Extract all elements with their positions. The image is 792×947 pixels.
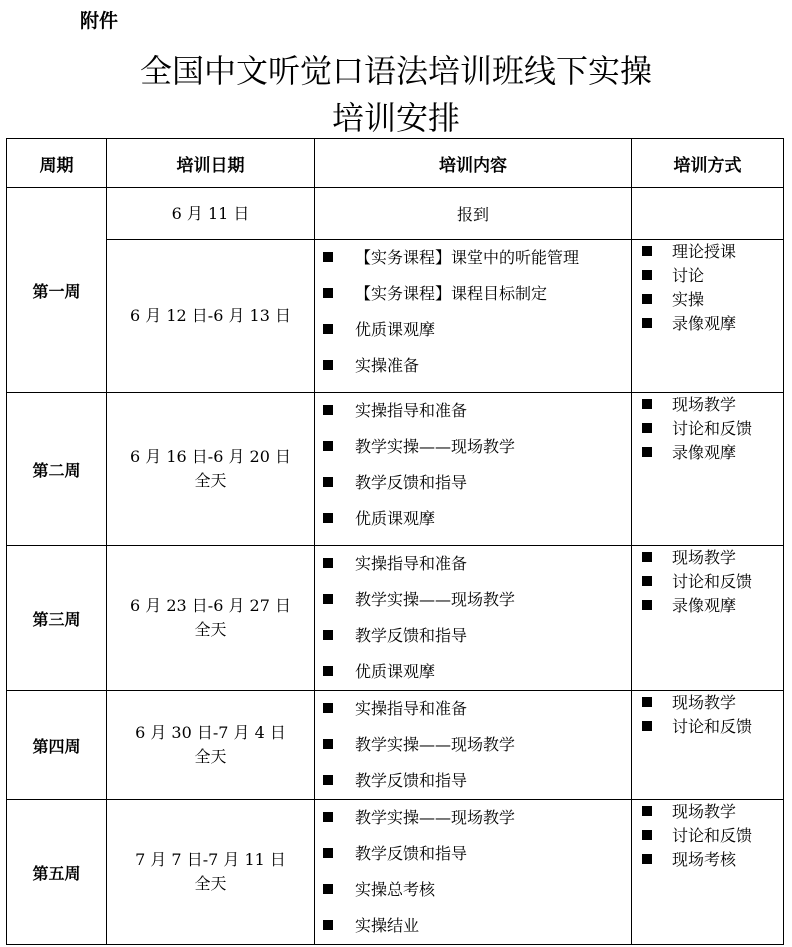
method-list (632, 800, 783, 872)
week-time: 全天 (194, 620, 227, 639)
table-row (7, 188, 784, 240)
square-bullet-icon (323, 477, 333, 487)
method-list (632, 393, 783, 465)
list-item: 实操总考核 (315, 872, 631, 908)
attachment-label: 附件 (80, 10, 119, 32)
square-bullet-icon (642, 854, 652, 864)
header-row (7, 139, 784, 188)
square-bullet-icon (323, 666, 333, 676)
week-label: 第一周 (7, 188, 107, 393)
week-date: 6 月 23 日-6 月 27 日 (129, 596, 291, 615)
content-list (315, 240, 631, 384)
week-date: 6 月 30 日-7 月 4 日 (135, 723, 286, 742)
list-item: 教学实操——现场教学 (315, 800, 631, 836)
table-row (7, 546, 784, 691)
list-item: 教学实操——现场教学 (315, 727, 631, 763)
list-item: 【实务课程】课程目标制定 (315, 276, 631, 312)
method-list (632, 240, 783, 336)
square-bullet-icon (323, 405, 333, 415)
table-row (7, 393, 784, 546)
list-item: 讨论 (632, 264, 783, 288)
square-bullet-icon (323, 441, 333, 451)
list-item: 实操 (632, 288, 783, 312)
list-item: 理论授课 (632, 240, 783, 264)
square-bullet-icon (642, 721, 652, 731)
list-item: 讨论和反馈 (632, 824, 783, 848)
week-date: 7 月 7 日-7 月 11 日 (135, 850, 286, 869)
square-bullet-icon (323, 848, 333, 858)
list-item: 实操指导和准备 (315, 691, 631, 727)
square-bullet-icon (642, 600, 652, 610)
square-bullet-icon (323, 920, 333, 930)
table-row (7, 800, 784, 945)
method-list (632, 546, 783, 618)
week-time: 全天 (194, 747, 227, 766)
square-bullet-icon (642, 806, 652, 816)
week-date: 6 月 12 日-6 月 13 日 (107, 240, 315, 393)
square-bullet-icon (642, 294, 652, 304)
square-bullet-icon (642, 576, 652, 586)
content-list (315, 800, 631, 944)
list-item: 教学实操——现场教学 (315, 429, 631, 465)
list-item: 教学反馈和指导 (315, 836, 631, 872)
week-label: 第五周 (7, 800, 107, 945)
square-bullet-icon (323, 252, 333, 262)
square-bullet-icon (323, 703, 333, 713)
list-item: 现场教学 (632, 800, 783, 824)
list-item: 教学反馈和指导 (315, 465, 631, 501)
square-bullet-icon (323, 594, 333, 604)
square-bullet-icon (323, 360, 333, 370)
square-bullet-icon (642, 447, 652, 457)
square-bullet-icon (642, 697, 652, 707)
square-bullet-icon (323, 812, 333, 822)
square-bullet-icon (642, 318, 652, 328)
list-item: 优质课观摩 (315, 501, 631, 537)
list-item: 教学反馈和指导 (315, 763, 631, 799)
table-row (7, 691, 784, 800)
list-item: 录像观摩 (632, 594, 783, 618)
list-item: 教学反馈和指导 (315, 618, 631, 654)
list-item: 优质课观摩 (315, 312, 631, 348)
header-method: 培训方式 (632, 139, 784, 188)
list-item: 教学实操——现场教学 (315, 582, 631, 618)
week-time: 全天 (194, 874, 227, 893)
checkin-date: 6 月 11 日 (107, 188, 315, 240)
page-subtitle: 培训安排 (331, 99, 460, 137)
list-item: 现场教学 (632, 546, 783, 570)
list-item: 实操准备 (315, 348, 631, 384)
list-item: 【实务课程】课堂中的听能管理 (315, 240, 631, 276)
list-item: 实操指导和准备 (315, 393, 631, 429)
square-bullet-icon (323, 739, 333, 749)
list-item: 实操指导和准备 (315, 546, 631, 582)
list-item: 讨论和反馈 (632, 570, 783, 594)
content-list (315, 393, 631, 537)
square-bullet-icon (323, 513, 333, 523)
square-bullet-icon (323, 884, 333, 894)
square-bullet-icon (642, 830, 652, 840)
list-item: 录像观摩 (632, 441, 783, 465)
square-bullet-icon (323, 775, 333, 785)
method-list (632, 691, 783, 739)
header-date: 培训日期 (107, 139, 315, 188)
list-item: 现场考核 (632, 848, 783, 872)
square-bullet-icon (323, 630, 333, 640)
table-row (7, 240, 784, 393)
list-item: 实操结业 (315, 908, 631, 944)
week-date: 6 月 16 日-6 月 20 日 (129, 447, 291, 466)
content-list (315, 546, 631, 690)
page-title: 全国中文听觉口语法培训班线下实操 (139, 52, 652, 90)
square-bullet-icon (323, 324, 333, 334)
square-bullet-icon (323, 288, 333, 298)
square-bullet-icon (642, 246, 652, 256)
list-item: 优质课观摩 (315, 654, 631, 690)
week-label: 第二周 (7, 393, 107, 546)
empty-cell (632, 188, 784, 240)
list-item: 讨论和反馈 (632, 417, 783, 441)
week-label: 第三周 (7, 546, 107, 691)
checkin-text: 报到 (315, 188, 632, 240)
square-bullet-icon (642, 399, 652, 409)
square-bullet-icon (323, 558, 333, 568)
square-bullet-icon (642, 423, 652, 433)
header-content: 培训内容 (315, 139, 632, 188)
week-time: 全天 (194, 471, 227, 490)
content-list (315, 691, 631, 799)
list-item: 现场教学 (632, 691, 783, 715)
list-item: 录像观摩 (632, 312, 783, 336)
square-bullet-icon (642, 552, 652, 562)
schedule-table (6, 138, 784, 945)
week-label: 第四周 (7, 691, 107, 800)
list-item: 讨论和反馈 (632, 715, 783, 739)
header-week: 周期 (7, 139, 107, 188)
square-bullet-icon (642, 270, 652, 280)
list-item: 现场教学 (632, 393, 783, 417)
